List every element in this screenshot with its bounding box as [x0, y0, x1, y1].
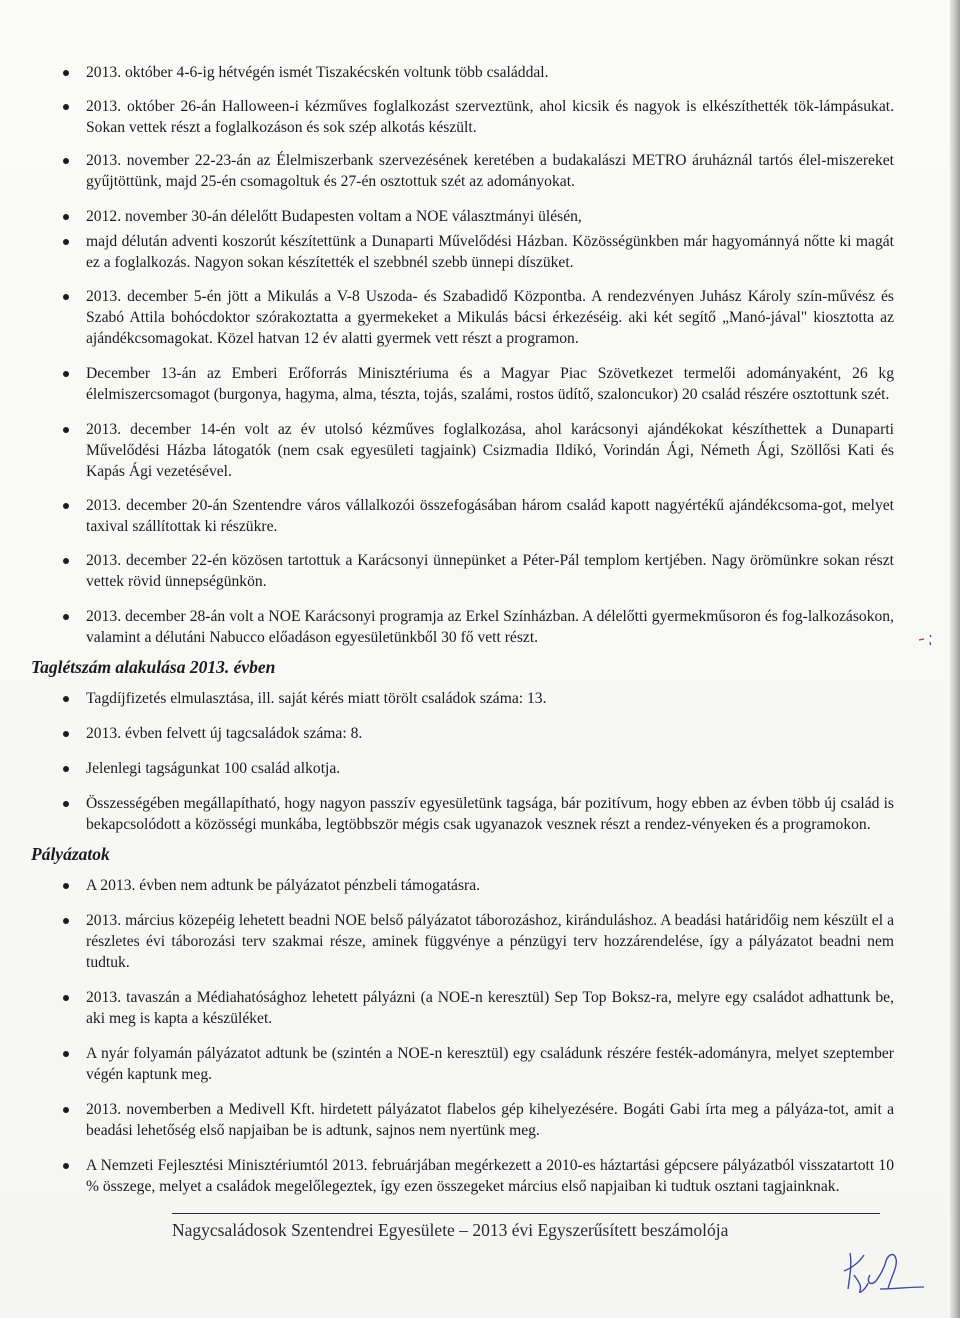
bullet-icon	[63, 214, 69, 220]
bullet-icon	[63, 766, 69, 772]
section-heading-membership: Taglétszám alakulása 2013. évben	[31, 657, 276, 677]
bullet-icon	[63, 503, 69, 509]
bullet-icon	[63, 558, 69, 564]
list-item	[62, 606, 894, 648]
bullet-icon	[63, 731, 69, 737]
list-item-text: majd délután adventi koszorút készítettünk a Dunaparti Művelődési Házban. Közösségünkben már hagyománnyá nőtte ki magát ez a foglalkozás. Nagyon sokan készítették el szebbnél szebb ünnepi díszüket.	[86, 233, 894, 271]
list-item	[62, 987, 894, 1029]
list-item	[62, 495, 894, 537]
bullet-icon	[63, 883, 69, 889]
list-item-text: A 2013. évben nem adtunk be pályázatot pénzbeli támogatásra.	[86, 877, 481, 894]
list-item	[62, 550, 894, 592]
section-heading-grants: Pályázatok	[31, 844, 110, 864]
list-item-text: 2013. december 5-én jött a Mikulás a V-8 Uszoda- és Szabadidő Központba. A rendezvényen Juhász Károly szín-művész és Szabó Attila bohócdoktor szórakoztatta a gyermekeket a Mikulás bácsi érkezéséig. aki két segítő „Manó-jával" kiosztotta az ajándékcsomagokat. Közel hatvan 12 év alatti gyermek vett részt a programon.	[86, 288, 894, 347]
list-item	[62, 62, 894, 83]
list-item-text: 2012. november 30-án délelőtt Budapesten voltam a NOE választmányi ülésén,	[86, 208, 582, 225]
list-item	[62, 1099, 894, 1141]
list-item-text: 2013. tavaszán a Médiahatósághoz lehetett pályázni (a NOE-n keresztül) Sep Top Boksz-ra, melyre egy családot adhattunk be, aki meg is kapta a készüléket.	[86, 989, 894, 1027]
list-item	[62, 286, 894, 349]
report-body	[31, 62, 894, 1197]
list-item	[62, 1155, 894, 1197]
list-item-text: 2013. december 14-én volt az év utolsó kézműves foglalkozása, ahol karácsonyi ajándékokat készíthettek a Dunaparti Művelődési Házba látogatók (nem csak egyesületi tagjaink) Csizmadia Ildikó, Vorindán Ági, Németh Ági, Szöllősi Kati és Kapás Ági vezetésével.	[86, 421, 894, 480]
list-item	[62, 758, 894, 779]
list-item-text: 2013. december 20-án Szentendre város vállalkozói összefogásában három család kapott nagyértékű ajándékcsoma-got, melyet taxival szállítottak ki részükre.	[86, 497, 894, 535]
list-item	[62, 206, 894, 227]
list-item-text: December 13-án az Emberi Erőforrás Minisztériuma és a Magyar Piac Szövetkezet termelői adományaként, 26 kg élelmiszercsomagot (burgonya, hagyma, alma, tészta, tojás, szalámi, rostos üdítő, szaloncukor) 20 család részére osztottunk szét.	[86, 365, 894, 403]
list-item-text: A nyár folyamán pályázatot adtunk be (szintén a NOE-n keresztül) egy családunk részére festék-adományra, melyet szeptember végén kaptunk meg.	[86, 1045, 894, 1083]
membership-list	[62, 688, 894, 835]
page-edge-shadow	[950, 0, 960, 1318]
list-item	[62, 1043, 894, 1085]
bullet-icon	[63, 158, 69, 164]
bullet-icon	[63, 918, 69, 924]
list-item-text: 2013. december 22-én közösen tartottuk a Karácsonyi ünnepünket a Péter-Pál templom kertjében. Nagy örömünkre sokan részt vettek rövid ünnepségünkön.	[86, 552, 894, 590]
list-item-text: 2013. október 4-6-ig hétvégén ismét Tiszakécskén voltunk több családdal.	[86, 64, 549, 81]
list-item-text: A Nemzeti Fejlesztési Minisztériumtól 2013. februárjában megérkezett a 2010-es háztartási gépcsere pályázatból visszatartott 10 % összege, melyet a családok megelőlegeztek, így ezen összegeket március első napjaiban ki tudtuk osztani tagjainknak.	[86, 1157, 894, 1195]
list-item-text: 2013. október 26-án Halloween-i kézműves foglalkozást szerveztünk, ahol kicsik és nagyok is elkészíthették tök-lámpásukat. Sokan vettek részt a foglalkozáson és sok szép alkotás készült.	[86, 98, 894, 136]
bullet-icon	[63, 1107, 69, 1113]
bullet-icon	[63, 239, 69, 245]
stray-mark-icon	[918, 633, 934, 647]
list-item	[62, 793, 894, 835]
list-item	[62, 723, 894, 744]
list-item	[62, 96, 894, 138]
bullet-icon	[63, 1163, 69, 1169]
list-item	[62, 363, 894, 405]
list-item	[62, 910, 894, 973]
list-item-text: 2013. novemberben a Medivell Kft. hirdetett pályázatot flabelos gép kihelyezésére. Bogáti Gabi írta meg a pályáza-tot, amit a beadási lehetőség első napjaiban be is adtunk, sajnos nem nyertünk meg.	[86, 1101, 894, 1139]
bullet-icon	[63, 696, 69, 702]
bullet-icon	[63, 371, 69, 377]
list-item-text: Jelenlegi tagságunkat 100 család alkotja.	[86, 760, 341, 777]
bullet-icon	[63, 70, 69, 76]
list-item	[62, 231, 894, 273]
bullet-icon	[63, 801, 69, 807]
list-item	[62, 875, 894, 896]
list-item-text: Összességében megállapítható, hogy nagyon passzív egyesületünk tagsága, bár pozitívum, hogy ebben az évben több új család is bekapcsolódott a közösségi munkába, legtöbbször mégis csak ugyanazok vesznek részt a rendez-vényeken és a programokon.	[86, 795, 894, 833]
bullet-icon	[63, 614, 69, 620]
footer-rule	[172, 1213, 880, 1214]
list-item-text: 2013. december 28-án volt a NOE Karácsonyi programja az Erkel Színházban. A délelőtti gyermekműsoron és fog-lalkozásokon, valamint a délutáni Nabucco előadáson egyesületünkből 30 fő vett részt.	[86, 608, 894, 646]
bullet-icon	[63, 427, 69, 433]
list-item	[62, 150, 894, 192]
list-item-text: 2013. március közepéig lehetett beadni NOE belső pályázatot táborozáshoz, kiránduláshoz. A beadási határidőig nem készült el a részletes évi táborozási terv szakmai része, aminek függvénye a pénzügyi terv hozzárendelése, így a pályázatot beadni nem tudtuk.	[86, 912, 894, 971]
list-item-text: Tagdíjfizetés elmulasztása, ill. saját kérés miatt törölt családok száma: 13.	[86, 690, 547, 707]
page-footer: Nagycsaládosok Szentendrei Egyesülete – 2013 évi Egyszerűsített beszámolója	[172, 1220, 729, 1240]
bullet-icon	[63, 1051, 69, 1057]
bullet-icon	[63, 294, 69, 300]
bullet-icon	[63, 104, 69, 110]
grants-list	[62, 875, 894, 1197]
event-list	[62, 62, 894, 648]
handwritten-signature-icon	[840, 1245, 926, 1297]
list-item-text: 2013. november 22-23-án az Élelmiszerbank szervezésének keretében a budakalászi METRO áruháznál tartós élel-miszereket gyűjtöttünk, majd 25-én csomagoltuk és 27-én osztottuk szét az adományokat.	[86, 152, 894, 190]
list-item-text: 2013. évben felvett új tagcsaládok száma: 8.	[86, 725, 363, 742]
list-item	[62, 688, 894, 709]
list-item	[62, 419, 894, 482]
bullet-icon	[63, 995, 69, 1001]
